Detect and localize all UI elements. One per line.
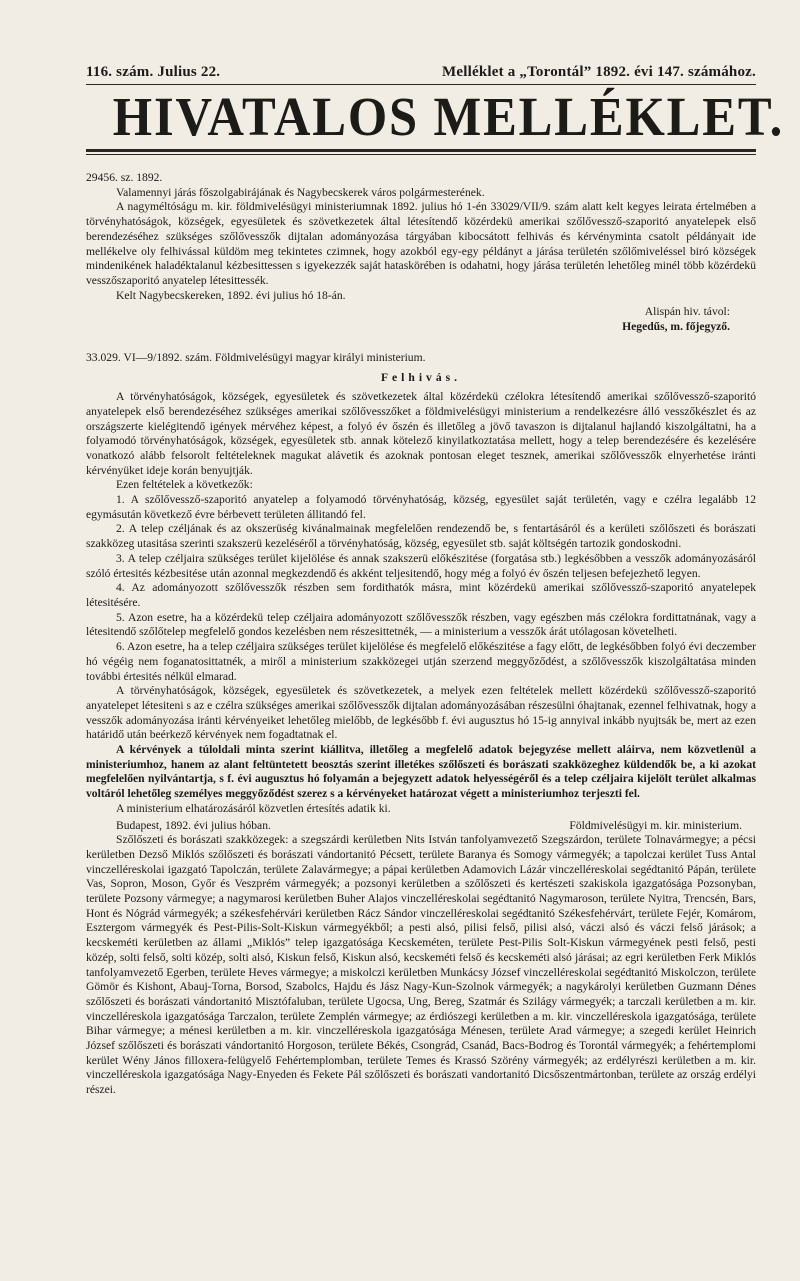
notice1-addressee: Valamennyi járás főszolgabirájának és Nagybecskerek város polgármesterének.	[116, 185, 485, 199]
notice2-sign-row	[86, 819, 756, 834]
notice2-condition: 6. Azon esetre, ha a telep czéljaira szükséges terület kijelölése és megfelelő előkészitése a fagy előtt, de legkésőbben folyó évi deczember hó végéig nem foganatosittatnék, a miről a ministerium szakközegei utján szerzend meggyőződést, a szőlővesszők kiszolgáltatása minden további értesités nélkül elmarad.	[86, 640, 756, 683]
notice1-place-date: Kelt Nagybecskereken, 1892. évi julius hó 18-án.	[116, 288, 346, 302]
masthead-rule-thin	[86, 154, 756, 155]
signature-name: Hegedűs, m. főjegyző.	[622, 320, 730, 334]
signature-role: Alispán hiv. távol:	[644, 305, 730, 319]
notice2-paragraph: Ezen feltételek a következők:	[116, 478, 253, 492]
issue-number: 116. szám. Julius 22.	[86, 64, 221, 80]
notice2-place-date: Budapest, 1892. évi julius hóban.	[116, 818, 271, 832]
header-rule-thin	[86, 84, 756, 85]
notice2-condition: 5. Azon esetre, ha a közérdekü telep czéljaira adományozott szőlővesszők részben, vagy egészben más czélokra fordittatnának, vagy a létesitendő szőlőtelep megfelelő gondos kezelésben nem részesittetnék, — a ministerium a vesszők árát utólagosan követelheti.	[86, 610, 756, 639]
notice2-paragraph-bold: A kérvények a túloldali minta szerint kiállitva, illetőleg a megfelelő adatok bejegyzése mellett aláirva, nem közvetlenül a ministeriumhoz, hanem az alant feltüntetett beosztás szerint illetékes szőlőszeti és borászati szakközeghez küldendők be, a ki azokat megfelelően nyilvántartja, s f. évi augusztus hó folyamán a bejegyzett adatok helyességéről és a telep czéljaira kijelölt terület alkalmas voltáról lehetőleg személyes meggyőződést szerez s a kérvényeket határozat végett a ministeriumhoz terjeszti fel.	[86, 743, 756, 801]
supplement-note: Melléklet a „Torontál” 1892. évi 147. számához.	[442, 64, 756, 80]
notice1-signature	[86, 305, 730, 334]
notice2-title: Felhivás.	[380, 371, 462, 385]
notice2-paragraph: A törvényhatóságok, községek, egyesületek és szövetkezetek által közérdekü czélokra létesítendő amerikai szőlővessző-szaporitó anyatelepek első berendezéséhez szükséges amerikai szőlővesszőket a földmivelésügyi ministerium a rendelkezésre álló vesszőkészlet és az országszerte kielégitendő igények mérvéhez képest, a folyó év őszén és illetőleg a jövő tavaszon is dijtalanul hajlandó kiszolgáltatni, ha a folyamodó törvényhatóságok, községek, egyesületek stb. annak kötelező kinyilatkoztatása mellett, hogy a telep berendezésére és kezelésére vonatkozó alább felsorolt feltételeknek magukat alávetik és azoknak pontosan eleget tesznek, amerikai szőlővesszők elnyerhetése iránti kérvényüket ideje korán benyujtják.	[86, 390, 756, 477]
notice2-ref: 33.029. VI—9/1892. szám. Földmivelésügyi magyar királyi ministerium.	[86, 350, 426, 364]
document-body	[86, 171, 756, 1098]
notice1-ref: 29456. sz. 1892.	[86, 171, 163, 184]
masthead-title: HIVATALOS MELLÉKLET.	[112, 86, 785, 147]
notice2-issuer: Földmivelésügyi m. kir. ministerium.	[569, 818, 742, 832]
notice1-body: A nagyméltóságu m. kir. földmivelésügyi ministeriumnak 1892. julius hó 1-én 33029/VII/9. szám alatt kelt kegyes leirata értelmében a törvényhatóságok, községek, egyesületek és szövetkezetek által létesítendő közérdekü amerikai szőlővessző-szaporitó anyatelepek első berendezéséhez szükséges szőlővesszők dijtalan adományozása tárgyában kibocsátott felhivás és kérvényminta csatolt példányait ide mellékelve oly felhivással küldöm meg tekintetes czimnek, hogy azokból egy-egy példányt a járása területén szőlőmiveléssel biró községek mindenikének haladéktalanul kézbesittessen s igyekezzék saját hataskörében is odahatni, hogy járása területén lehetőleg minél több közérdekü vesszőszaporitó anyatelep létesittessék.	[86, 200, 756, 287]
notice2-condition: 2. A telep czéljának és az okszerüség kivánalmainak megfelelően rendezendő be, s fentartásáról és a kerületi szőlőszeti és borászati szakközeg utasitása szerinti szakszerü kezeléséről a törvényhatóság, község, egyesület stb. saját költségén tartozik gondoskodni.	[86, 522, 756, 551]
notice2-paragraph: A törvényhatóságok, községek, egyesületek és szövetkezetek, a melyek ezen feltételek mellett közérdekü szőlővessző-szaporitó anyatelepet létesiteni s az e czélra szükséges amerikai szőlővesszők dijtalan adományozásában részesülni óhajtanak, ezennel felhivatnak, hogy a vesszők adományozása iránti kérvényeiket lehetőleg mielőbb, de legkésőbb f. évi augusztus hó 15-ig annyival inkább nyujtsák be, mert az ezen határidő után beérkező kérvények nem fogadtatnak el.	[86, 684, 756, 742]
masthead-rule-thick	[86, 149, 756, 152]
header-line	[86, 64, 756, 81]
notice2-paragraph: A ministerium elhatározásáról közvetlen értesítés adatik ki.	[116, 801, 391, 815]
notice2-districts: Szőlőszeti és borászati szakközegek: a szegszárdi kerületben Nits István tanfolyamvezető Szegszárdon, területe Tolnavármegye; a pécsi kerületben Dezső Miklós szőlőszeti és borászati vándortanitó Pécsett, területe Baranya és Somogy vármegyék; a tapolczai kerület Tuss Antal vinczelléreskolai igazgató Tapolczán, területe Zalavármegye; a pápai kerületben Adamovich Lázár vinczelléreskolai segédtanitó Pápán, területe Vas, Sopron, Moson, Győr és Veszprém vármegyék; a pozsonyi kerületben a szőlőszeti és kertészeti szakiskola igazgatósága Pozsonyban, területe Pozsony vármegye; a nagymarosi kerületben Buher Alajos vinczelléreskolai segédtanitó Nagymaroson, területe Nyitra, Trencsén, Bars, Hont és Nógrád vármegyék; a székesfehérvári kerületben Rácz Sándor vinczelléreskolai segédtanitó Székesfehérvárt, területe Fejér, Komárom, Esztergom vármegyék és Pest-Pilis-Solt-Kiskun vármegyékből; a pesti alsó, pilisi felső, pilisi alsó, váczi alsó és váczi felső járások; a kecskeméti kerületben az állami „Miklós” telep igazgatósága Kecskeméten, területe Pest-Pilis Solt-Kiskun vármegyének pesti felső, pesti közép, solti felső, solti közép, solti alsó, Kiskun felső, Kiskun alsó, kecskeméti felső és kecskeméti alsó járásai; az egri kerületben Ferk Miklós tanfolyamvezető Egerben, területe Heves vármegye; a miskolczi kerületben Munkácsy József vinczelléreskolai segédtanitó Miskolczon, területe Gömör és Kishont, Abauj-Torna, Borsod, Szabolcs, Hajdu és Jász Nagy-Kun-Szolnok vármegyék; a nagykárolyi kerületben Guzmann Dénes szőlőszeti és borászati vándortanitó Misztófaluban, területe Ugocsa, Ung, Bereg, Szatmár és Szilágy vármegyék; a tarczali kerületben a m. kir. vinczelléreskola igazgatósága Tarczalon, területe Zemplén vármegye; az érdiószegi kerületben a m. kir. vinczelléreskola igazgatósága, területe Bihar vármegye; a ménesi kerületben a m. kir. vinczelléreskola igazgatósága Ménesen, területe Arad vármegye; a szegedi kerület Heinrich József szőlőszeti és borászati vándortanitó Horgoson, területe Békés, Csongrád, Csanád, Bacs-Bodrog és Torontál vármegyék; a fehértemplomi kerület Wény János filloxera-felügyelő Fehértemplomban, területe Temes és Krassó Szörény vármegyék; az erdélyrészi kerületben a m. kir. vinczelléreskola igazgatósága Nagy-Enyeden és Fekete Pál szőlőszeti és borászati vandortanitó Dicsőszentmártonban, területe az ország erdélyi részei.	[86, 833, 756, 1097]
notice2-condition: 3. A telep czéljaira szükséges terület kijelölése és annak szakszerü előkészitése (forgatása stb.) legkésőbben a vesszők adományozásáról szóló értesités kézbesitése után azonnal megkezdendő és akként teljesitendő, hogy még a folyó év őszén teljesen befejezhető legyen.	[86, 551, 756, 580]
notice2-condition: 4. Az adományozott szőlővesszők részben sem fordithatók másra, mint közérdekü amerikai szőlővessző-szaporitó anyatelepek létesitésére.	[86, 581, 756, 609]
notice2-condition: 1. A szőlővessző-szaporitó anyatelep a folyamodó törvényhatóság, község, egyesület saját területén, vagy e czélra legalább 12 egymásután következő évre bérbevett területen állitandó fel.	[86, 493, 756, 521]
section-gap	[86, 335, 756, 351]
